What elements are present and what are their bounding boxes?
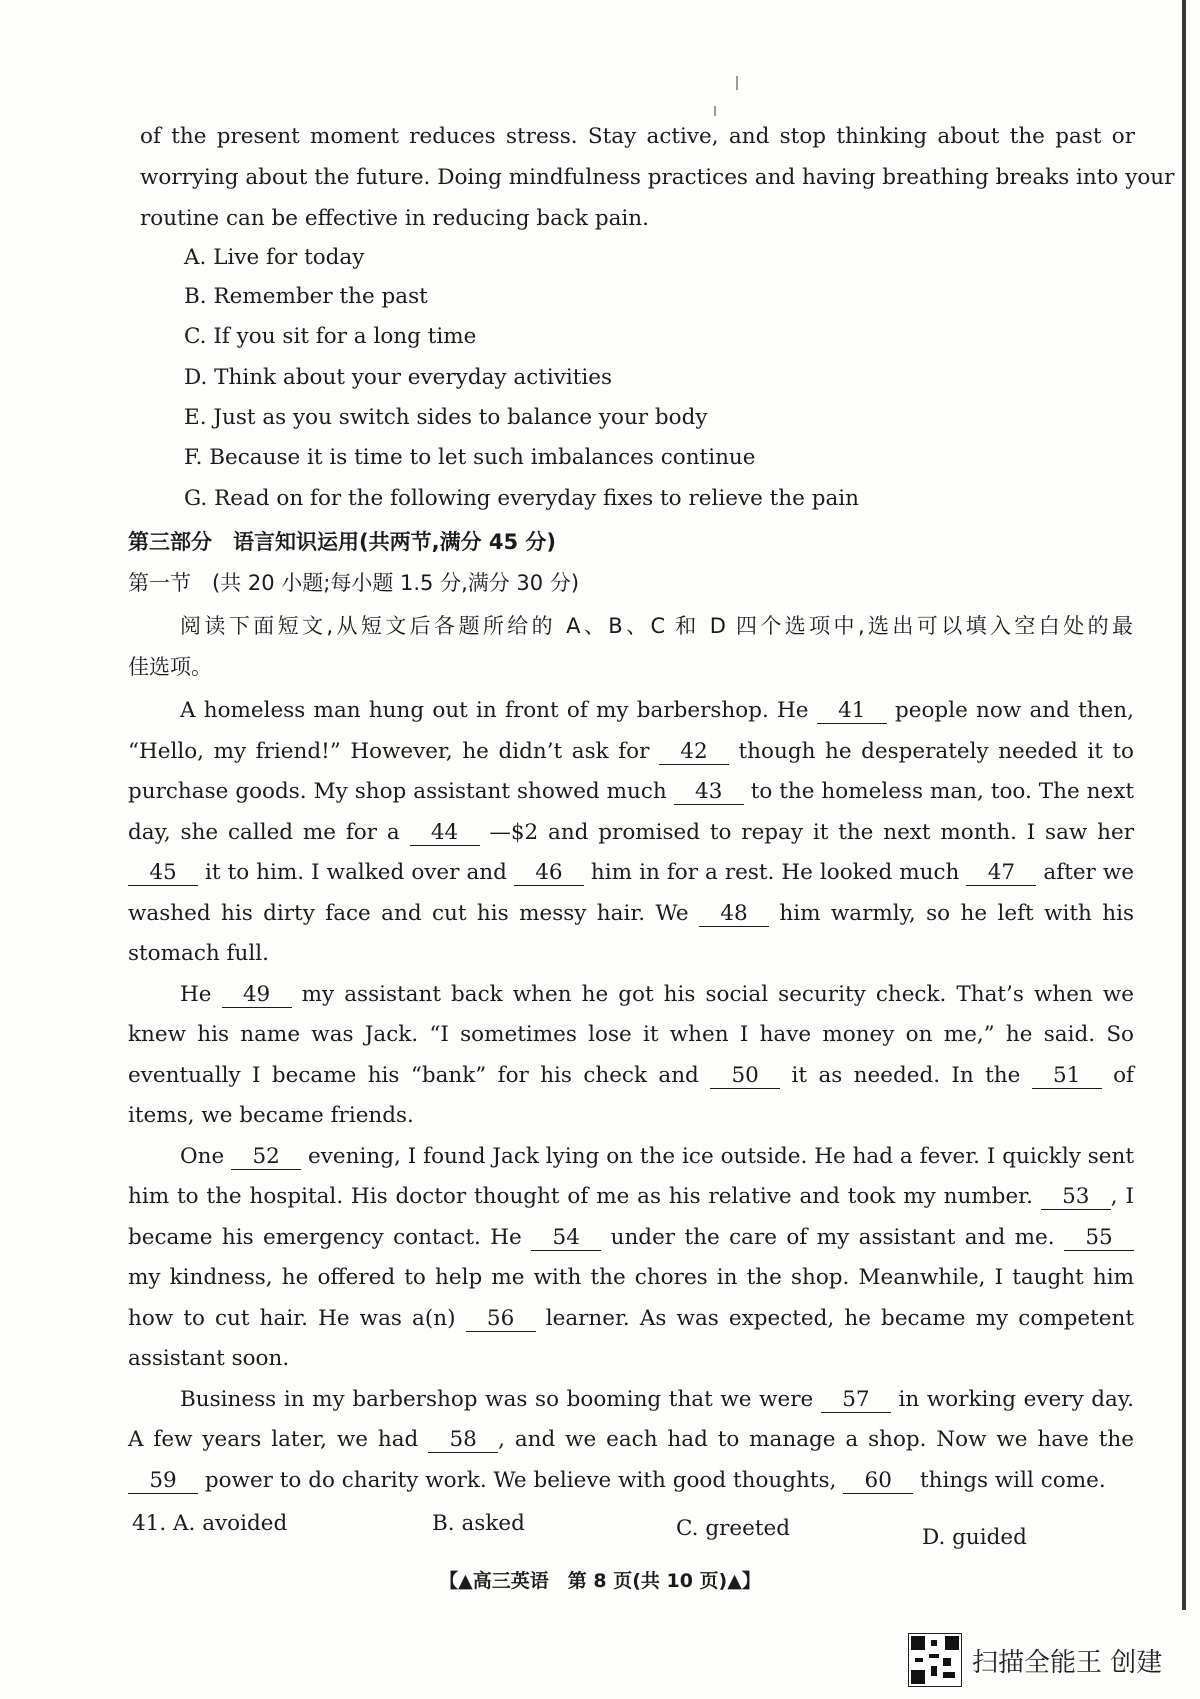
q41-choice-b: B. asked xyxy=(432,1511,525,1536)
part-title: 第三部分 语言知识运用(共两节,满分 45 分) xyxy=(128,530,557,554)
blank-45: 45 xyxy=(128,861,198,886)
blank-55: 55 xyxy=(1064,1226,1134,1251)
scanner-watermark xyxy=(908,1632,1162,1688)
qr-code-icon xyxy=(908,1633,962,1687)
option-b: B. Remember the past xyxy=(184,284,428,309)
instruction-line: 佳选项。 xyxy=(128,655,212,679)
blank-56: 56 xyxy=(466,1307,536,1332)
blank-48: 48 xyxy=(699,902,769,927)
blank-41: 41 xyxy=(817,699,887,724)
cloze-paragraph: A homeless man hung out in front of my barbershop. He 41 people now and then, “Hello, my friend!” However, he didn’t ask for 42 though he desperately needed it to purchase goods. My shop assistant showed much 43 to the homeless man, too. The next day, she called me for a 44 —$2 and promised to repay it the next month. I saw her 45 it to him. I walked over and 46 him in for a rest. He looked much 47 after we washed his dirty face and cut his messy hair. We 48 him warmly, so he left with his stomach full. xyxy=(128,698,1134,966)
blank-58: 58 xyxy=(428,1428,498,1453)
blank-60: 60 xyxy=(843,1469,913,1494)
blank-54: 54 xyxy=(531,1226,601,1251)
scanner-stamp-text: 扫描全能王 创建 xyxy=(972,1647,1163,1678)
blank-53: 53 xyxy=(1041,1185,1111,1210)
option-f: F. Because it is time to let such imbalances continue xyxy=(184,445,756,470)
option-e: E. Just as you switch sides to balance your body xyxy=(184,405,708,430)
q41-choice-c: C. greeted xyxy=(676,1516,790,1541)
option-a: A. Live for today xyxy=(184,245,365,270)
cloze-paragraph: Business in my barbershop was so booming that we were 57 in working every day. A few years later, we had 58 , and we each had to manage a shop. Now we have the 59 power to do charity work. We believe with good thoughts, 60 things will come. xyxy=(128,1386,1134,1493)
section-subtitle: 第一节 (共 20 小题;每小题 1.5 分,满分 30 分) xyxy=(128,571,580,595)
page-edge-border xyxy=(1182,0,1186,1610)
blank-50: 50 xyxy=(710,1064,780,1089)
q41-choice-a: 41. A. avoided xyxy=(132,1511,288,1536)
scan-mark xyxy=(736,76,738,90)
blank-46: 46 xyxy=(514,861,584,886)
option-d: D. Think about your everyday activities xyxy=(184,365,613,390)
cloze-paragraph: He 49 my assistant back when he got his social security check. That’s when we knew his name was Jack. “I sometimes lose it when I have money on me,” he said. So eventually I became his “bank” for his check and 50 it as needed. In the 51 of items, we became friends. xyxy=(128,981,1134,1128)
passage-line: worrying about the future. Doing mindfulness practices and having breathing breaks into your xyxy=(140,165,1175,190)
passage-line: of the present moment reduces stress. Stay active, and stop thinking about the past or xyxy=(140,124,1135,149)
blank-52: 52 xyxy=(231,1145,301,1170)
blank-57: 57 xyxy=(821,1388,891,1413)
scan-mark xyxy=(714,106,716,116)
option-c: C. If you sit for a long time xyxy=(184,324,477,349)
page-footer: 【▲高三英语 第 8 页(共 10 页)▲】 xyxy=(439,1570,761,1592)
blank-47: 47 xyxy=(966,861,1036,886)
blank-51: 51 xyxy=(1032,1064,1102,1089)
blank-43: 43 xyxy=(674,780,744,805)
cloze-passage xyxy=(128,691,1134,1501)
option-g: G. Read on for the following everyday fixes to relieve the pain xyxy=(184,486,859,511)
blank-42: 42 xyxy=(659,740,729,765)
q41-choice-d: D. guided xyxy=(922,1525,1027,1550)
blank-49: 49 xyxy=(222,983,292,1008)
blank-44: 44 xyxy=(410,821,480,846)
instruction-line: 阅读下面短文,从短文后各题所给的 A、B、C 和 D 四个选项中,选出可以填入空白处的最 xyxy=(180,614,1133,638)
cloze-paragraph: One 52 evening, I found Jack lying on the ice outside. He had a fever. I quickly sent him to the hospital. His doctor thought of me as his relative and took my number. 53 , I became his emergency contact. He 54 under the care of my assistant and me. 55 my kindness, he offered to help me with the chores in the shop. Meanwhile, I taught him how to cut hair. He was a(n) 56 learner. As was expected, he became my competent assistant soon. xyxy=(128,1143,1135,1371)
blank-59: 59 xyxy=(128,1469,198,1494)
passage-line: routine can be effective in reducing back pain. xyxy=(140,206,649,231)
